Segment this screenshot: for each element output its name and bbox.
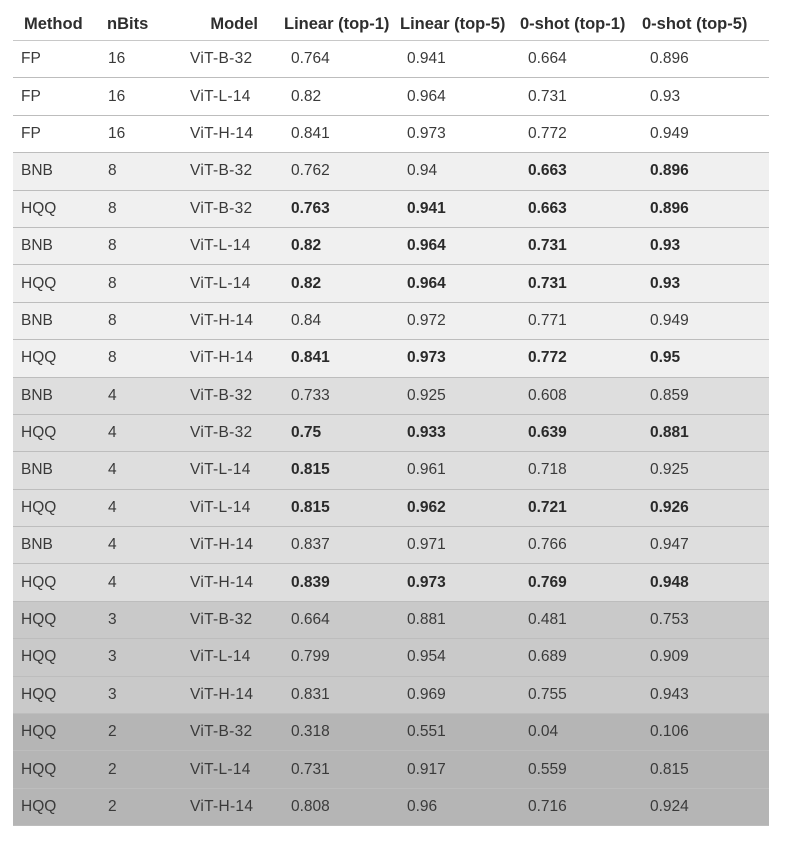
cell-model: ViT-L-14 [190, 461, 251, 479]
cell-method: HQQ [21, 798, 57, 815]
cell-method: HQQ [21, 573, 57, 591]
cell-model: ViT-B-32 [190, 611, 253, 629]
cell-linear-top5: 0.973 [407, 124, 446, 142]
cell-linear-top5: 0.96 [407, 798, 438, 815]
cell-method: BNB [21, 536, 53, 554]
cell-model: ViT-H-14 [190, 685, 254, 703]
table-row [13, 116, 769, 153]
cell-linear-top1: 0.762 [291, 162, 330, 180]
cell-nbits: 8 [108, 311, 117, 329]
cell-model: ViT-H-14 [190, 573, 254, 591]
header-nbits: nBits [107, 15, 149, 33]
cell-zeroshot-top5: 0.909 [650, 648, 689, 666]
cell-method: FP [21, 87, 41, 105]
cell-zeroshot-top5: 0.949 [650, 124, 689, 142]
cell-linear-top1: 0.82 [291, 237, 322, 255]
cell-zeroshot-top1: 0.772 [528, 349, 567, 367]
cell-zeroshot-top1: 0.769 [528, 573, 567, 591]
cell-zeroshot-top5: 0.815 [650, 760, 689, 778]
cell-zeroshot-top5: 0.753 [650, 611, 689, 629]
cell-zeroshot-top5: 0.93 [650, 87, 681, 105]
cell-zeroshot-top5: 0.943 [650, 685, 689, 703]
cell-linear-top5: 0.962 [407, 498, 446, 516]
header-model: Model [210, 15, 258, 33]
cell-linear-top5: 0.964 [407, 87, 446, 105]
cell-method: HQQ [21, 723, 57, 741]
cell-zeroshot-top5: 0.859 [650, 386, 689, 404]
cell-model: ViT-B-32 [190, 50, 253, 68]
table-row [13, 153, 769, 190]
cell-model: ViT-L-14 [190, 87, 251, 105]
cell-zeroshot-top5: 0.947 [650, 536, 689, 554]
table-row [13, 340, 769, 377]
cell-zeroshot-top1: 0.718 [528, 461, 567, 479]
cell-linear-top1: 0.808 [291, 798, 330, 815]
cell-model: ViT-L-14 [190, 648, 251, 666]
cell-linear-top1: 0.837 [291, 536, 330, 554]
cell-zeroshot-top1: 0.716 [528, 798, 567, 815]
cell-zeroshot-top5: 0.924 [650, 798, 689, 815]
cell-method: HQQ [21, 274, 57, 292]
cell-model: ViT-H-14 [190, 124, 254, 142]
table-row [13, 714, 769, 751]
table-row [13, 378, 769, 415]
cell-zeroshot-top5: 0.949 [650, 311, 689, 329]
cell-zeroshot-top1: 0.731 [528, 87, 567, 105]
cell-zeroshot-top1: 0.481 [528, 611, 567, 629]
cell-linear-top1: 0.841 [291, 349, 330, 367]
cell-linear-top5: 0.933 [407, 424, 446, 442]
cell-nbits: 4 [108, 498, 117, 516]
cell-method: HQQ [21, 424, 57, 442]
cell-zeroshot-top5: 0.93 [650, 237, 681, 255]
cell-linear-top1: 0.318 [291, 723, 330, 741]
table-row [13, 228, 769, 265]
cell-linear-top1: 0.841 [291, 124, 330, 142]
cell-zeroshot-top1: 0.664 [528, 50, 567, 68]
cell-linear-top5: 0.917 [407, 760, 446, 778]
header-linear-top1: Linear (top-1) [284, 15, 390, 33]
cell-nbits: 3 [108, 611, 117, 629]
table-row [13, 564, 769, 601]
cell-nbits: 2 [108, 798, 117, 815]
cell-zeroshot-top5: 0.93 [650, 274, 681, 292]
cell-linear-top1: 0.763 [291, 199, 330, 217]
cell-linear-top1: 0.82 [291, 87, 322, 105]
cell-linear-top5: 0.551 [407, 723, 446, 741]
cell-model: ViT-H-14 [190, 536, 254, 554]
cell-method: BNB [21, 237, 53, 255]
cell-zeroshot-top5: 0.926 [650, 498, 689, 516]
cell-zeroshot-top1: 0.559 [528, 760, 567, 778]
cell-linear-top5: 0.954 [407, 648, 446, 666]
table-row [13, 78, 769, 115]
table-row [13, 602, 769, 639]
cell-method: FP [21, 124, 41, 142]
cell-linear-top5: 0.972 [407, 311, 446, 329]
cell-model: ViT-B-32 [190, 162, 253, 180]
cell-linear-top5: 0.973 [407, 573, 446, 591]
cell-linear-top5: 0.971 [407, 536, 446, 554]
cell-zeroshot-top1: 0.663 [528, 199, 567, 217]
cell-method: BNB [21, 162, 53, 180]
cell-method: HQQ [21, 648, 57, 666]
cell-linear-top1: 0.764 [291, 50, 330, 68]
cell-nbits: 2 [108, 760, 117, 778]
cell-nbits: 16 [108, 87, 126, 105]
cell-zeroshot-top1: 0.772 [528, 124, 567, 142]
cell-nbits: 3 [108, 685, 117, 703]
table-row [13, 41, 769, 78]
cell-linear-top1: 0.799 [291, 648, 330, 666]
cell-nbits: 4 [108, 461, 117, 479]
table-row [13, 490, 769, 527]
cell-model: ViT-L-14 [190, 237, 251, 255]
cell-model: ViT-L-14 [190, 498, 251, 516]
cell-model: ViT-L-14 [190, 274, 251, 292]
table-body [13, 41, 769, 826]
cell-zeroshot-top5: 0.925 [650, 461, 689, 479]
header-zeroshot-top1: 0-shot (top-1) [520, 15, 626, 33]
cell-method: HQQ [21, 498, 57, 516]
cell-method: BNB [21, 461, 53, 479]
cell-linear-top5: 0.973 [407, 349, 446, 367]
table-row [13, 789, 769, 826]
table-row [13, 751, 769, 788]
cell-linear-top1: 0.82 [291, 274, 322, 292]
cell-zeroshot-top1: 0.731 [528, 237, 567, 255]
cell-zeroshot-top1: 0.771 [528, 311, 567, 329]
cell-linear-top1: 0.839 [291, 573, 330, 591]
table-row [13, 303, 769, 340]
cell-zeroshot-top1: 0.689 [528, 648, 567, 666]
cell-model: ViT-H-14 [190, 798, 254, 815]
cell-linear-top1: 0.733 [291, 386, 330, 404]
cell-zeroshot-top1: 0.766 [528, 536, 567, 554]
cell-linear-top5: 0.964 [407, 274, 446, 292]
cell-zeroshot-top5: 0.896 [650, 199, 689, 217]
table-row [13, 677, 769, 714]
cell-zeroshot-top1: 0.755 [528, 685, 567, 703]
cell-zeroshot-top5: 0.896 [650, 162, 689, 180]
cell-model: ViT-B-32 [190, 424, 253, 442]
cell-zeroshot-top1: 0.608 [528, 386, 567, 404]
cell-linear-top1: 0.84 [291, 311, 322, 329]
cell-linear-top1: 0.831 [291, 685, 330, 703]
cell-zeroshot-top1: 0.639 [528, 424, 567, 442]
table-row [13, 191, 769, 228]
cell-nbits: 4 [108, 536, 117, 554]
cell-linear-top1: 0.815 [291, 461, 330, 479]
cell-nbits: 8 [108, 162, 117, 180]
table-row [13, 527, 769, 564]
cell-linear-top5: 0.941 [407, 199, 446, 217]
cell-method: HQQ [21, 611, 57, 629]
cell-linear-top5: 0.925 [407, 386, 446, 404]
cell-linear-top1: 0.75 [291, 424, 322, 442]
header-linear-top5: Linear (top-5) [400, 15, 506, 33]
cell-zeroshot-top1: 0.663 [528, 162, 567, 180]
cell-model: ViT-B-32 [190, 723, 253, 741]
cell-nbits: 4 [108, 424, 117, 442]
cell-nbits: 3 [108, 648, 117, 666]
cell-zeroshot-top5: 0.881 [650, 424, 689, 442]
cell-zeroshot-top5: 0.95 [650, 349, 681, 367]
cell-method: BNB [21, 386, 53, 404]
cell-method: HQQ [21, 199, 57, 217]
table-row [13, 452, 769, 489]
cell-nbits: 16 [108, 50, 126, 68]
cell-linear-top1: 0.815 [291, 498, 330, 516]
cell-nbits: 8 [108, 237, 117, 255]
cell-zeroshot-top5: 0.106 [650, 723, 689, 741]
cell-model: ViT-B-32 [190, 386, 253, 404]
cell-nbits: 8 [108, 274, 117, 292]
table-header-row [13, 9, 769, 41]
cell-nbits: 8 [108, 199, 117, 217]
table-row [13, 639, 769, 676]
table-row [13, 265, 769, 302]
cell-nbits: 2 [108, 723, 117, 741]
cell-linear-top5: 0.94 [407, 162, 438, 180]
header-method: Method [24, 15, 83, 33]
cell-method: HQQ [21, 349, 57, 367]
cell-linear-top5: 0.964 [407, 237, 446, 255]
cell-nbits: 4 [108, 386, 117, 404]
cell-linear-top5: 0.941 [407, 50, 446, 68]
cell-model: ViT-B-32 [190, 199, 253, 217]
table-row [13, 415, 769, 452]
cell-nbits: 4 [108, 573, 117, 591]
cell-zeroshot-top1: 0.731 [528, 274, 567, 292]
cell-method: FP [21, 50, 41, 68]
cell-zeroshot-top5: 0.896 [650, 50, 689, 68]
cell-linear-top5: 0.881 [407, 611, 446, 629]
cell-linear-top5: 0.961 [407, 461, 446, 479]
cell-nbits: 8 [108, 349, 117, 367]
cell-method: BNB [21, 311, 53, 329]
results-table [13, 9, 769, 826]
cell-model: ViT-H-14 [190, 349, 254, 367]
cell-linear-top1: 0.731 [291, 760, 330, 778]
cell-linear-top1: 0.664 [291, 611, 330, 629]
cell-model: ViT-H-14 [190, 311, 254, 329]
cell-zeroshot-top1: 0.721 [528, 498, 567, 516]
cell-method: HQQ [21, 685, 57, 703]
cell-zeroshot-top1: 0.04 [528, 723, 559, 741]
header-zeroshot-top5: 0-shot (top-5) [642, 15, 748, 33]
cell-nbits: 16 [108, 124, 126, 142]
cell-method: HQQ [21, 760, 57, 778]
cell-zeroshot-top5: 0.948 [650, 573, 689, 591]
cell-model: ViT-L-14 [190, 760, 251, 778]
cell-linear-top5: 0.969 [407, 685, 446, 703]
